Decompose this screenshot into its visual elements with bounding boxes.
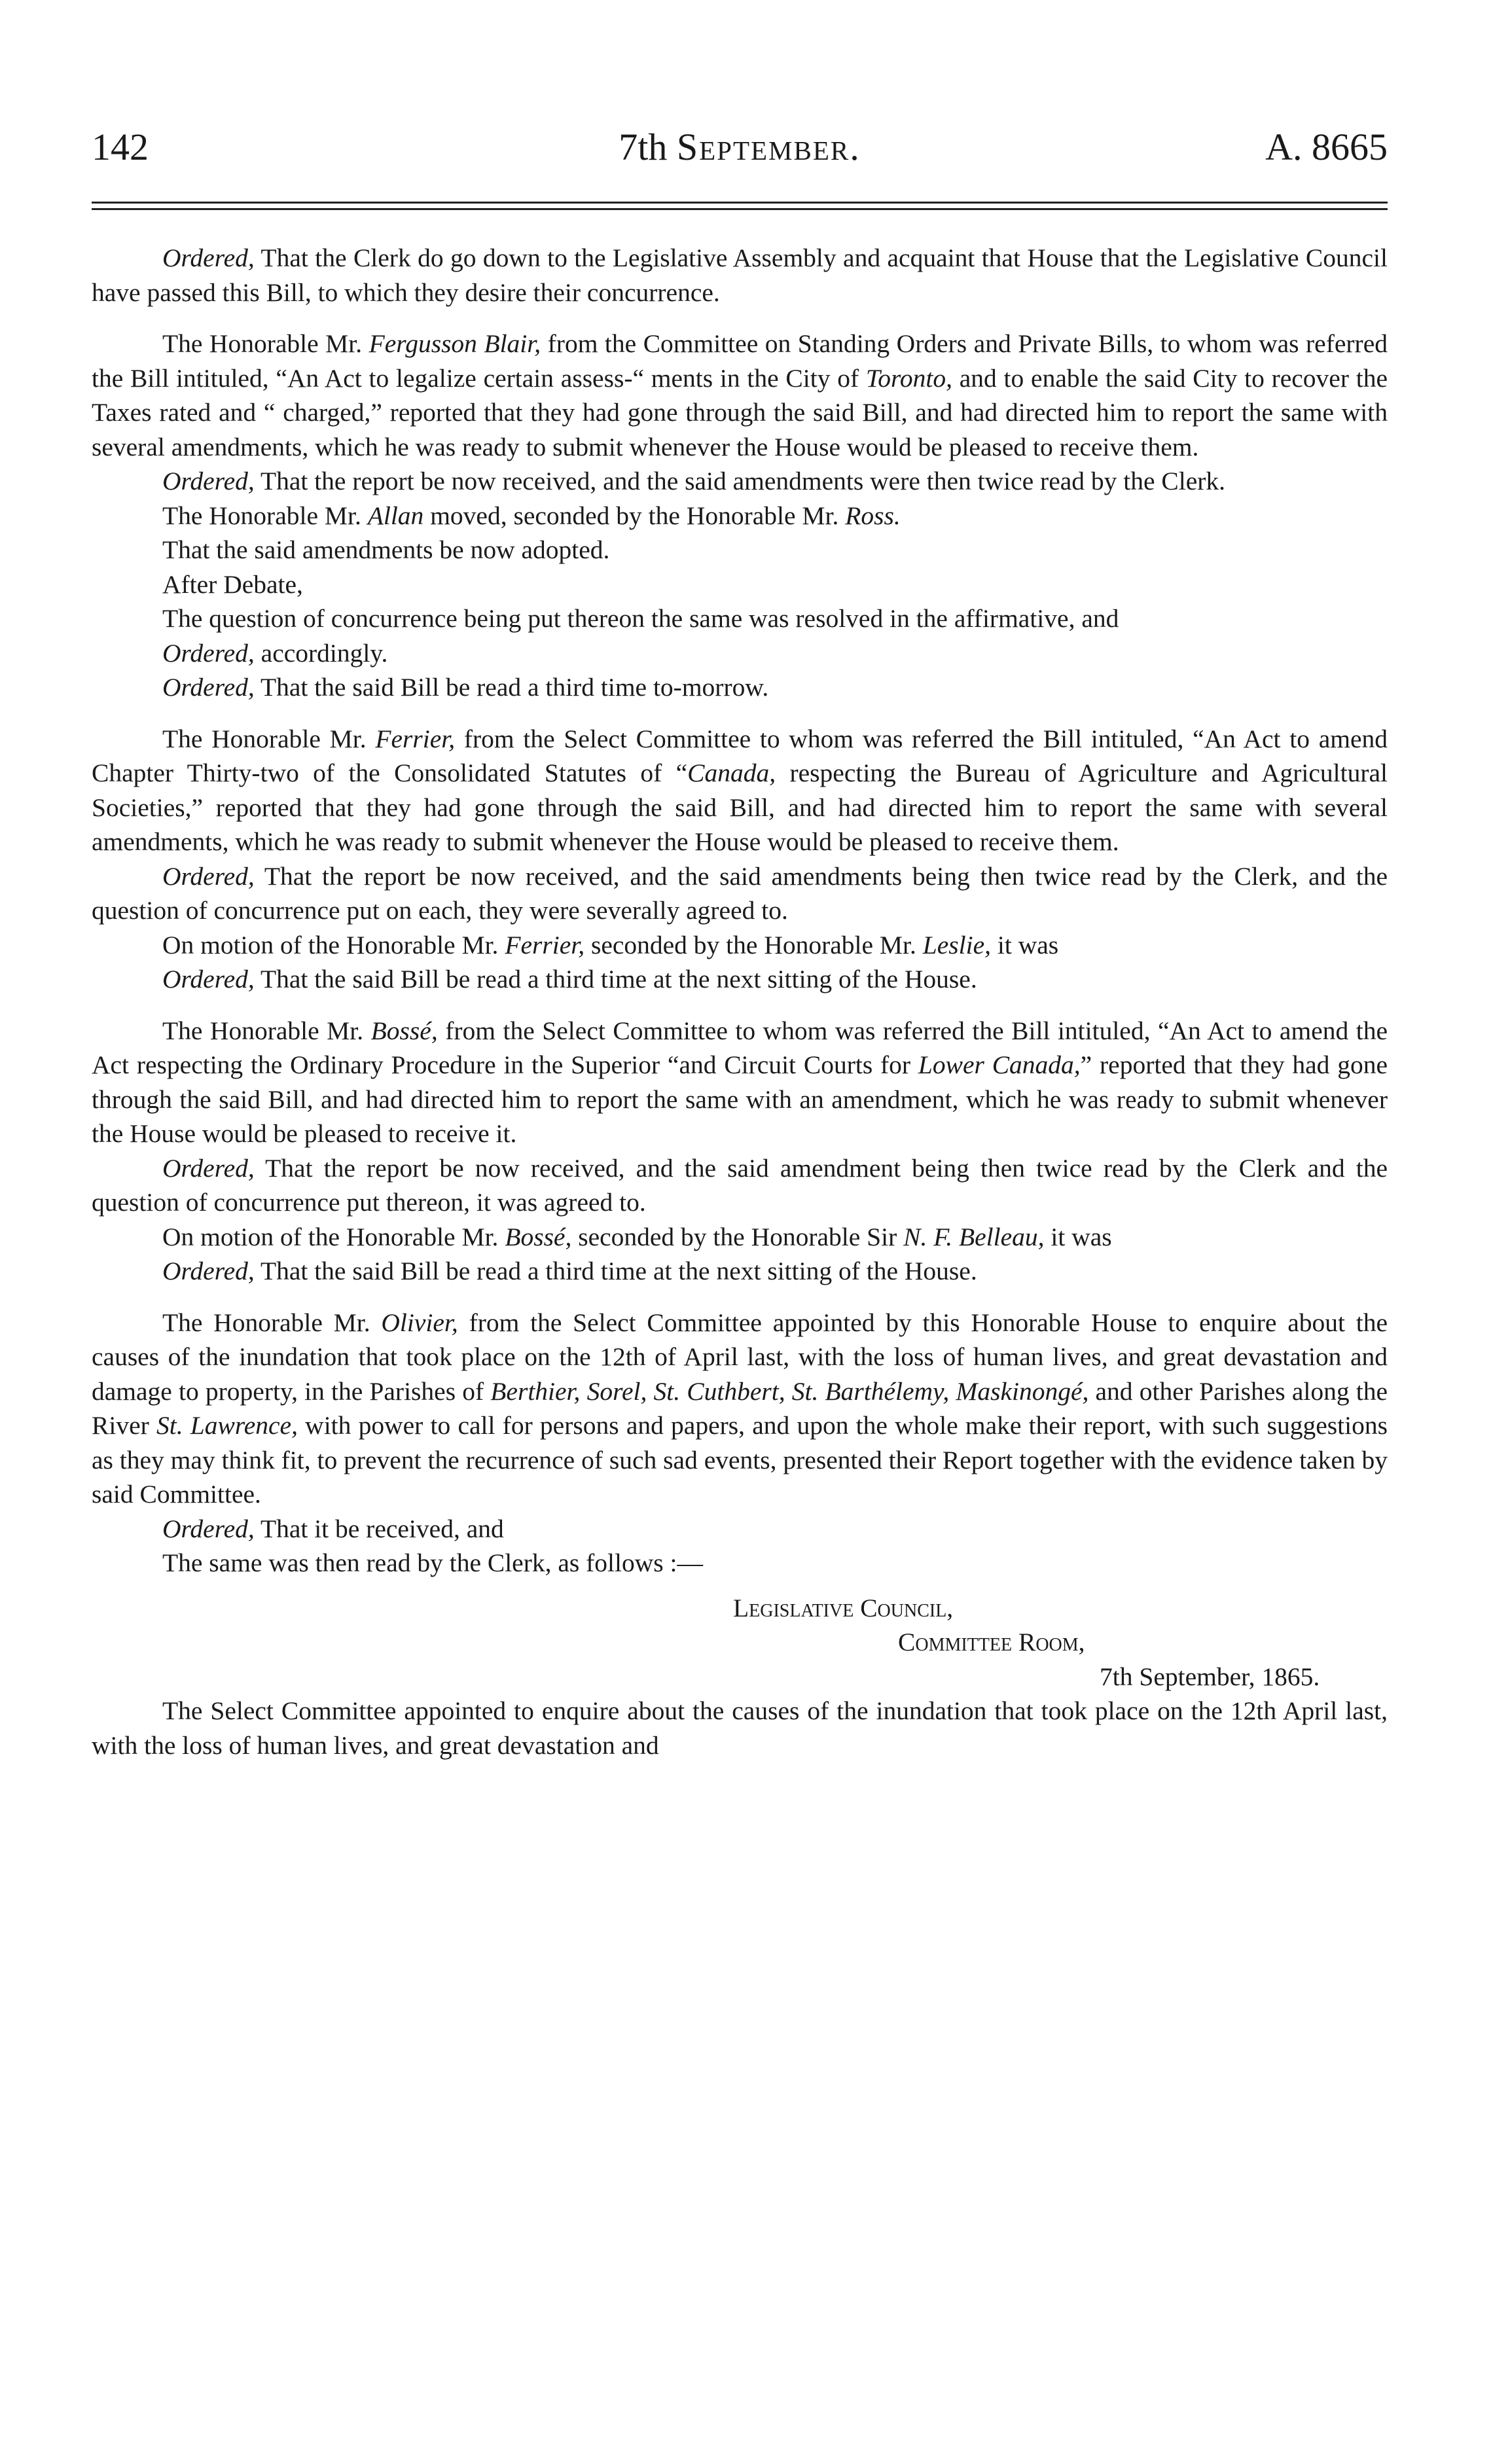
paragraph-text: seconded by the Honorable Mr.	[584, 930, 923, 959]
member-name: Ferrier,	[505, 930, 585, 959]
city-name: Toronto,	[865, 363, 952, 393]
paragraph-ferrier-report	[92, 722, 1388, 859]
river-name: St. Lawrence,	[156, 1411, 298, 1440]
ordered-label: Ordered,	[162, 467, 255, 495]
paragraph-third-reading-tomorrow	[92, 670, 1388, 705]
paragraph-amendments-agreed	[92, 859, 1388, 928]
member-name: N. F. Belleau,	[903, 1222, 1045, 1251]
paragraph-motion-ferrier	[92, 928, 1388, 963]
ordered-label: Ordered,	[162, 965, 255, 993]
paragraph-text: The Honorable Mr.	[162, 724, 376, 753]
paragraph-text: The Honorable Mr.	[162, 329, 369, 358]
paragraph-text: That the report be now received, and the said amendment being then twice read by the Clerk and the question of concurrence put thereon, it was agreed to.	[92, 1153, 1388, 1217]
ordered-label: Ordered,	[162, 861, 255, 891]
paragraph-third-reading-next-sitting-2	[92, 1254, 1388, 1289]
place-name: Canada,	[687, 759, 776, 787]
paragraph-text: That the said Bill be read a third time at the next sitting of the House.	[254, 1257, 977, 1285]
paragraph-motion-allan	[92, 499, 1388, 533]
paragraph-ordered-accordingly	[92, 636, 1388, 671]
paragraph-third-reading-next-sitting	[92, 962, 1388, 997]
paragraph-standing-orders-report	[92, 327, 1388, 464]
ordered-label: Ordered,	[162, 673, 255, 702]
paragraph-after-debate: After Debate,	[162, 569, 303, 599]
place-name: Lower Canada,	[918, 1050, 1081, 1079]
paragraph-text: ” reported that they had gone through the said Bill, and had directed him to report the same with an amendment, which he was ready to submit whenever the House would be pleased to receive it.	[92, 1050, 1388, 1148]
paragraph-olivier-report	[92, 1306, 1388, 1512]
paragraph-ordered-message	[92, 241, 1388, 310]
member-name: Leslie,	[922, 930, 991, 959]
ordered-label: Ordered,	[162, 1514, 255, 1543]
paragraph-text: That the said Bill be read a third time at the next sitting of the House.	[254, 965, 977, 993]
paragraph-text: respecting the Bureau of Agriculture and Agricultural Societies,” reported that they had gone through the said Bill, and had directed him to report the same with several amendments, which he was ready to submit whenever the House would be pleased to receive them.	[92, 759, 1388, 856]
member-name: Allan	[367, 501, 424, 530]
paragraph-text: That the report be now received, and the said amendments being then twice read by the Clerk, and the question of concurrence put on each, they were severally agreed to.	[92, 861, 1388, 925]
paragraph-text: The Honorable Mr.	[162, 1016, 371, 1045]
paragraph-text: accordingly.	[254, 638, 388, 668]
member-name: Fergusson Blair,	[369, 329, 541, 358]
address-line-room: Committee Room,	[898, 1628, 1085, 1656]
paragraph-text: and to enable the said City to recover the Taxes rated and “ charged,” reported that they had gone through the said Bill, and had directed him to report the same with several amendments, which he was ready to submit whenever the House would be pleased to receive them.	[92, 363, 1388, 461]
header-rule-top	[92, 202, 1388, 204]
member-name: Olivier,	[381, 1308, 458, 1337]
member-name: Ferrier,	[375, 724, 456, 753]
paragraph-text: On motion of the Honorable Mr.	[162, 1222, 505, 1251]
page-header	[92, 118, 1388, 177]
member-name: Bossé,	[370, 1016, 438, 1045]
member-name: Ross.	[845, 501, 901, 530]
ordered-label: Ordered,	[162, 243, 255, 272]
paragraph-text: from the Select Committee to whom was referred the Bill intituled, “An Act to amend the Act respecting the Ordinary Procedure in the Superior “and Circuit Courts for	[92, 1016, 1388, 1079]
paragraph-text: from the Select Committee to whom was referred the Bill intituled, “An Act to amend Chapter Thirty-two of the Consolidated Statutes of “	[92, 724, 1388, 787]
paragraph-committee-report-start: The Select Committee appointed to enquire about the causes of the inundation that took place on the 12th April last, with the loss of human lives, and great devastation and	[92, 1696, 1388, 1760]
page-number: 142	[92, 126, 149, 168]
paragraph-text: That the Clerk do go down to the Legislative Assembly and acquaint that House that the Legislative Council have passed this Bill, to which they desire their concurrence.	[92, 243, 1388, 307]
address-line-date: 7th September, 1865.	[1100, 1662, 1320, 1691]
paragraph-text: moved, seconded by the Honorable Mr.	[423, 501, 846, 530]
header-rule-bottom	[92, 208, 1388, 210]
paragraph-text: with power to call for persons and papers, and upon the whole make their report, with such suggestions as they may think fit, to prevent the recurrence of such sad events, presented their Report together with the evidence taken by said Committee.	[92, 1411, 1388, 1509]
paragraph-text: seconded by the Honorable Sir	[571, 1222, 904, 1251]
date-month: September.	[676, 126, 861, 168]
paragraph-text: The Honorable Mr.	[162, 1308, 382, 1337]
journal-reference: A. 8665	[1265, 126, 1388, 168]
paragraph-text: and other Parishes along the River	[92, 1376, 1388, 1440]
paragraph-read-as-follows: The same was then read by the Clerk, as follows :—	[162, 1548, 703, 1577]
date-prefix: 7th	[619, 126, 677, 168]
member-name: Bossé,	[505, 1222, 572, 1251]
paragraph-amendments-adopted: That the said amendments be now adopted.	[162, 535, 610, 564]
paragraph-text: That the report be now received, and the said amendments were then twice read by the Clerk.	[254, 467, 1226, 495]
paragraph-text: from the Select Committee appointed by this Honorable House to enquire about the causes of the inundation that took place on the 12th of April last, with the loss of human lives, and great devastation and damage to property, in the Parishes of	[92, 1308, 1388, 1406]
paragraph-text: it was	[1044, 1222, 1112, 1251]
ordered-label: Ordered,	[162, 1257, 255, 1285]
paragraph-bosse-report	[92, 1014, 1388, 1151]
paragraph-ordered-received	[92, 1512, 1388, 1546]
page-date-heading	[92, 118, 1388, 177]
parish-names: Berthier, Sorel, St. Cuthbert, St. Barthélemy, Maskinongé,	[490, 1376, 1089, 1406]
paragraph-text: The Honorable Mr.	[162, 501, 368, 530]
paragraph-text: from the Committee on Standing Orders and Private Bills, to whom was referred the Bill intituled, “An Act to legalize certain assess-“ ments in the City of	[92, 329, 1388, 393]
paragraph-question-concurrence: The question of concurrence being put thereon the same was resolved in the affirmative, and	[162, 604, 1119, 633]
paragraph-text: it was	[991, 930, 1059, 959]
journal-body	[92, 241, 1388, 1762]
paragraph-text: That it be received, and	[254, 1514, 504, 1543]
paragraph-amendment-agreed	[92, 1151, 1388, 1220]
address-line-council: Legislative Council,	[733, 1593, 954, 1622]
paragraph-text: On motion of the Honorable Mr.	[162, 930, 505, 959]
ordered-label: Ordered,	[162, 1153, 255, 1183]
paragraph-motion-bosse	[92, 1220, 1388, 1255]
report-address-block	[92, 1591, 1388, 1694]
ordered-label: Ordered,	[162, 638, 255, 668]
paragraph-text: That the said Bill be read a third time to-morrow.	[254, 673, 769, 702]
paragraph-report-received	[92, 464, 1388, 499]
